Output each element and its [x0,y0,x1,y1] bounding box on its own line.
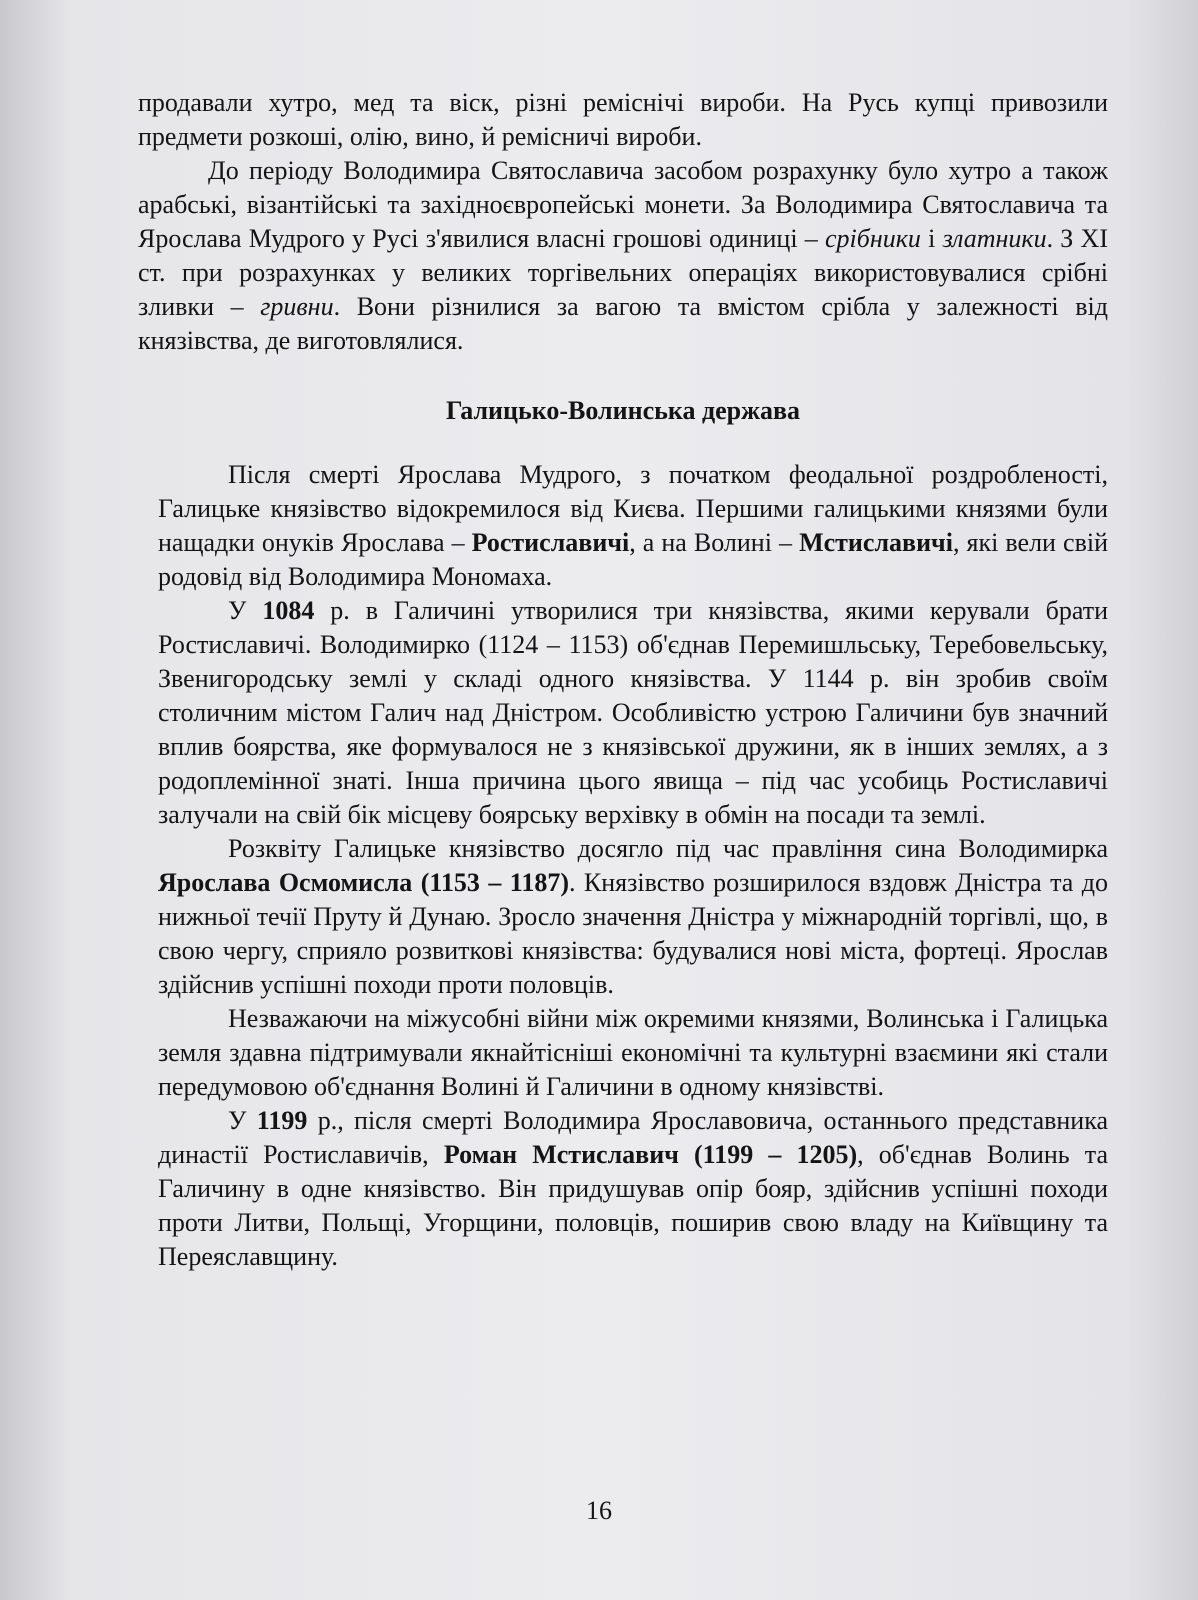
paragraph-1199: У 1199 р., після смерті Володимира Ярославовича, останнього представника династії Ростиславичів, Роман Мстиславич (1199 – 1205), об'єднав Волинь та Галичину в одне князівство. Він придушував опір бояр, здійснив успішні походи проти Литви, Польщі, Угорщини, половців, поширив свою владу на Київщину та Переяславщину. [158,1106,1108,1271]
term-zlatnyky: златники [942,224,1047,253]
page-number: 16 [586,1496,612,1525]
term-sribnyky: срібники [825,224,921,253]
page-content [138,86,1108,1274]
paragraph-trade-goods: продавали хутро, мед та віск, різні реміснічі вироби. На Русь купці привозили предмети розкоші, олію, вино, й ремісничі вироби. [138,88,1108,151]
section-body [138,458,1108,1274]
paragraph-currency: До періоду Володимира Святославича засобом розрахунку було хутро а також арабські, візантійські та західноєвропейські монети. За Володимира Святославича та Ярослава Мудрого у Русі з'явилися власні грошові одиниці – срібники і златники. З XI ст. при розрахунках у великих торгівельних операціях використовувалися срібні зливки – гривни. Вони різнилися за вагою та вмістом срібла у залежності від князівства, де виготовлялися. [138,156,1108,355]
term-hryvni: гривни [260,292,334,321]
paragraph-relations: Незважаючи на міжусобні війни між окремими князями, Волинська і Галицька земля здавна підтримували якнайтісніші економічні та культурні взаємини які стали передумовою об'єднання Волині й Галичини в одному князівстві. [158,1004,1108,1101]
section-title: Галицько-Волинська держава [445,396,801,425]
paragraph-1084: У 1084 р. в Галичині утворилися три князівства, якими керували брати Ростиславичі. Володимирко (1124 – 1153) об'єднав Перемишльську, Теребовельську, Звенигородську землі у складі одного князівства. У 1144 р. він зробив своїм столичним містом Галич над Дністром. Особливістю устрою Галичини був значний вплив боярства, яке формувалося не з князівської дружини, як в інших землях, а з родоплемінної знаті. Інша причина цього явища – під час усобиць Ростиславичі залучали на свій бік місцеву боярську верхівку в обмін на посади та землі. [158,596,1108,829]
paragraph-galician-separation: Після смерті Ярослава Мудрого, з початком феодальної роздробленості, Галицьке князівство відокремилося від Києва. Першими галицькими князями були нащадки онуків Ярослава – Ростиславичі, а на Волині – Мстиславичі, які вели свій родовід від Володимира Мономаха. [158,460,1108,591]
paragraph-osmomysl: Розквіту Галицьке князівство досягло під час правління сина Володимирка Ярослава Осмомисла (1153 – 1187). Князівство розширилося вздовж Дністра та до нижньої течії Пруту й Дунаю. Зросло значення Дністра у міжнародній торгівлі, що, в свою чергу, сприяло розвиткові князівства: будувалися нові міста, фортеці. Ярослав здійснив успішні походи проти половців. [158,834,1108,999]
